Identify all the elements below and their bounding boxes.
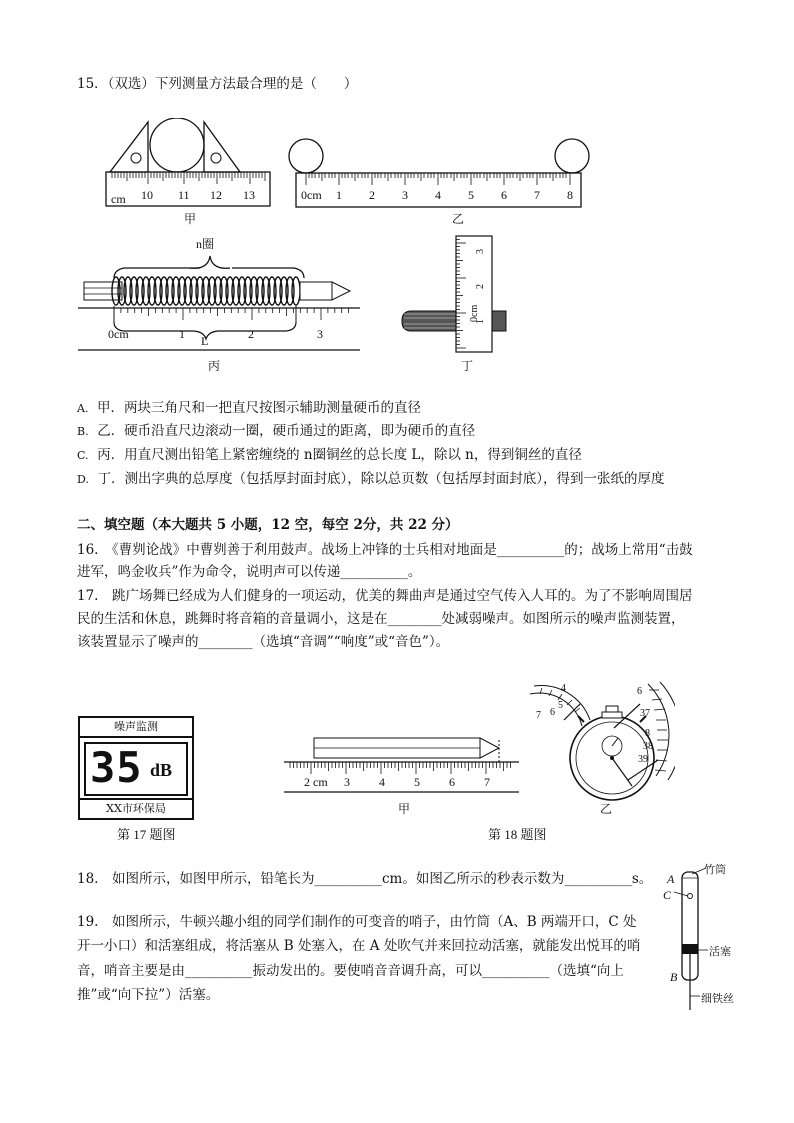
noise-monitor-title: 噪声监测 [80,718,192,738]
fig-bing-tick: 3 [317,327,323,341]
q19-line1: 19. 如图所示，牛顿兴趣小组的同学们制作的可变音的哨子，由竹筒（A、B 两端开口，C 处 [77,914,637,930]
q19-line4: 推”或“向下拉”）活塞。 [77,987,220,1003]
stopwatch-inner-7: 7 [536,710,541,721]
option-letter: D. [77,473,89,486]
noise-display [84,742,188,796]
fig-bing-caption: 丙 [208,359,221,373]
stopwatch-inner-5: 5 [558,700,563,711]
fig18-caption: 第 18 题图 [488,827,547,842]
option-text: 乙．硬币沿直尺边滚动一圈，硬币通过的距离，即为硬币的直径 [97,423,476,439]
fig-yi-unit: 0cm [301,188,322,202]
q16-line2: 进军，鸣金收兵”作为命令，说明声可以传递__________。 [77,564,422,580]
option-text: 丙．用直尺测出铅笔上紧密缠绕的 n圈铜丝的总长度 L，除以 n，得到铜丝的直径 [97,447,582,463]
option-letter: B. [77,425,89,438]
fig-yi-tick: 2 [369,188,375,202]
q17-line3: 该装置显示了噪声的________（选填“音调”“响度”或“音色”）。 [77,634,450,650]
option-letter: A. [77,402,89,415]
option-a [77,398,421,419]
fig18-yi-caption: 乙 [600,802,613,816]
q16-line1: 16. 《曹刿论战》中曹刿善于利用鼓声。战场上冲锋的士兵相对地面是__________的；战场上常用“击鼓 [77,542,693,558]
fig17-caption: 第 17 题图 [117,827,176,842]
option-c [77,445,582,466]
q18-text: 18. 如图所示，如图甲所示，铅笔长为__________cm。如图乙所示的秒表示数为__________s。 [77,871,653,887]
stopwatch-inner-6: 6 [550,707,555,718]
fig-yi-caption: 乙 [452,212,465,226]
stopwatch-outer-8: 8 [645,728,650,739]
fig18-jia-unit: 2 cm [304,775,328,789]
whistle-c-label: C [663,888,672,902]
option-text: 甲．两块三角尺和一把直尺按图示辅助测量硬币的直径 [97,400,422,416]
fig-jia-tick: 12 [210,188,222,202]
fig-yi-tick: 3 [402,188,408,202]
option-d [77,469,665,490]
section-heading: 二、填空题（本大题共 5 小题，12 空，每空 2分，共 22 分） [77,517,459,533]
q19-line2: 开一小口）和活塞组成，将活塞从 B 处塞入，在 A 处吹气并来回拉动活塞，就能发出悦耳的哨 [77,938,641,954]
fig-bing-tick: 1 [179,327,185,341]
fig-jia-tick: 11 [178,188,190,202]
fig18-jia-tick: 3 [344,775,350,789]
fig-bing-length-label: L [201,334,209,348]
noise-unit: dB [150,760,173,780]
fig18-jia-tick: 7 [484,775,490,789]
fig-bing-unit: 0cm [108,327,129,341]
fig18-jia-tick: 6 [449,775,455,789]
noise-value: 35 [90,743,143,792]
fig-jia-tick: 13 [243,188,255,202]
fig-bing-coil-label: n圈 [196,237,215,251]
fig-bing-tick: 2 [248,327,254,341]
q15-stem: 15．（双选）下列测量方法最合理的是（ ） [77,76,358,92]
fig-ding-tick: 1 [475,319,486,324]
stopwatch-outer-38: 38 [643,741,653,752]
fig-jia-tick: 10 [141,188,153,202]
stopwatch-outer-39: 39 [638,754,648,765]
fig-ding-tick: 2 [475,284,486,289]
whistle-wire-label: 细铁丝 [701,993,734,1005]
whistle-tube-label: 竹筒 [704,864,726,876]
stopwatch-inner-4: 4 [561,683,566,694]
option-b [77,421,475,442]
option-letter: C. [77,449,89,462]
whistle-piston-label: 活塞 [709,946,731,958]
fig-yi-tick: 4 [435,188,441,202]
fig18-jia-tick: 4 [379,775,385,789]
stopwatch-outer-6: 6 [637,686,642,697]
fig-yi-tick: 8 [567,188,573,202]
q17-line1: 17. 跳广场舞已经成为人们健身的一项运动，优美的舞曲声是通过空气传入人耳的。为了不影响周围居 [77,588,693,604]
noise-monitor-footer: XX市环保局 [80,798,192,818]
fig-ding-tick: 3 [475,249,486,254]
stopwatch-outer-37: 37 [640,708,650,719]
q19-line3: 音，哨音主要是由__________振动发出的。要使哨音音调升高，可以__________（选填“向上 [77,963,624,979]
fig-yi-tick: 7 [534,188,540,202]
fig18-jia-tick: 5 [414,775,420,789]
whistle-b-label: B [670,970,678,984]
whistle-a-label: A [667,872,675,886]
fig-jia-caption: 甲 [184,212,197,226]
fig15-ding [396,232,516,357]
fig18-jia-caption: 甲 [398,802,411,816]
fig-ding-unit: 0cm [469,304,480,322]
fig-yi-tick: 5 [468,188,474,202]
fig-yi-tick: 6 [501,188,507,202]
fig-jia-unit: cm [111,192,126,206]
fig-yi-tick: 1 [336,188,342,202]
fig-ding-caption: 丁 [461,359,474,373]
q17-line2: 民的生活和休息，跳舞时将音箱的音量调小，这是在________处减弱噪声。如图所示的噪声监测装置， [77,611,685,627]
option-text: 丁．测出字典的总厚度（包括厚封面封底），除以总页数（包括厚封面封底），得到一张纸的厚度 [97,471,665,487]
noise-monitor [78,716,194,820]
